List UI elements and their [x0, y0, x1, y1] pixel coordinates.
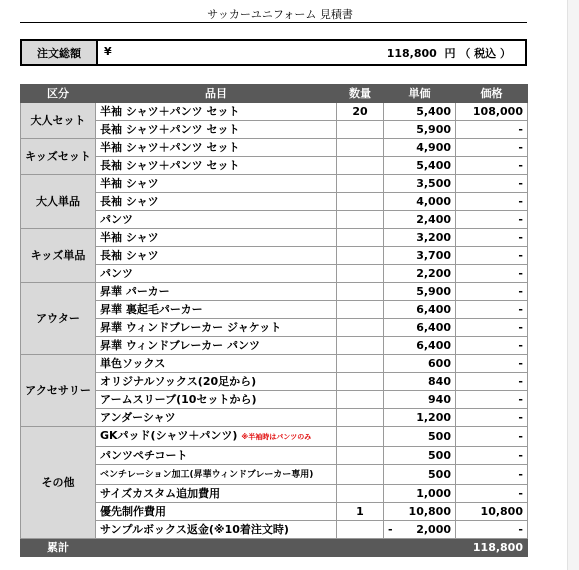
table-row: [21, 319, 528, 337]
quantity-cell: [337, 337, 384, 355]
item-label: 優先制作費用: [100, 505, 166, 518]
quantity-cell: [337, 193, 384, 211]
category-cell: その他: [21, 427, 96, 539]
unit-price-cell: [384, 391, 456, 409]
unit-price-value: 2,000: [416, 523, 451, 536]
currency-symbol: ¥: [104, 44, 112, 58]
item-label: 単色ソックス: [100, 357, 166, 370]
item-label: 半袖 シャツ: [100, 177, 159, 190]
unit-price-cell: [384, 103, 456, 121]
item-cell: [96, 391, 337, 409]
quantity-cell: [337, 391, 384, 409]
quantity-cell: [337, 485, 384, 503]
unit-price-cell: [384, 247, 456, 265]
unit-price-value: 5,400: [416, 159, 451, 172]
table-body: [21, 103, 528, 539]
item-cell: [96, 211, 337, 229]
unit-price-value: 6,400: [416, 321, 451, 334]
page-title: サッカーユニフォーム 見積書: [207, 8, 353, 21]
unit-price-cell: [384, 265, 456, 283]
price-cell: -: [456, 193, 528, 211]
unit-price-cell: [384, 337, 456, 355]
quantity-cell: [337, 175, 384, 193]
item-label: パンツペチコート: [100, 449, 188, 462]
unit-price-value: 5,400: [416, 105, 451, 118]
table-header-row: [21, 85, 528, 103]
unit-price-value: 1,200: [416, 411, 451, 424]
unit-price-value: 600: [428, 357, 451, 370]
quantity-cell: [337, 447, 384, 465]
price-cell: -: [456, 391, 528, 409]
item-label: 昇華 裏起毛パーカー: [100, 303, 203, 316]
quantity-cell: [337, 211, 384, 229]
price-cell: -: [456, 175, 528, 193]
item-note: ※半袖時はパンツのみ: [241, 433, 312, 441]
item-label: 昇華 ウィンドブレーカー パンツ: [100, 339, 261, 352]
table-row: [21, 193, 528, 211]
item-label: パンツ: [100, 267, 133, 280]
window-edge: [567, 0, 579, 570]
quantity-cell: 1: [337, 503, 384, 521]
table-row: [21, 503, 528, 521]
category-cell: アウター: [21, 283, 96, 355]
title-underline: [20, 22, 527, 23]
price-cell: -: [456, 465, 528, 485]
item-cell: [96, 301, 337, 319]
unit-price-cell: [384, 175, 456, 193]
item-cell: [96, 121, 337, 139]
unit-price-value: 10,800: [408, 505, 451, 518]
category-cell: キッズ単品: [21, 229, 96, 283]
table-row: [21, 409, 528, 427]
item-label: 長袖 シャツ＋パンツ セット: [100, 159, 240, 172]
item-cell: [96, 157, 337, 175]
item-label: サンプルボックス返金(※10着注文時): [100, 523, 289, 536]
table-row: [21, 521, 528, 539]
price-cell: -: [456, 447, 528, 465]
item-cell: [96, 447, 337, 465]
item-label: 半袖 シャツ＋パンツ セット: [100, 141, 240, 154]
price-cell: -: [456, 229, 528, 247]
item-label: 長袖 シャツ: [100, 195, 159, 208]
table-row: [21, 103, 528, 121]
item-cell: [96, 175, 337, 193]
price-cell: 10,800: [456, 503, 528, 521]
unit-price-cell: [384, 229, 456, 247]
table-row: [21, 373, 528, 391]
header-price: 価格: [456, 85, 528, 103]
category-cell: 大人単品: [21, 175, 96, 229]
table-row: [21, 355, 528, 373]
header-quantity: 数量: [337, 85, 384, 103]
item-cell: [96, 427, 337, 447]
item-label: サイズカスタム追加費用: [100, 487, 221, 500]
price-cell: -: [456, 247, 528, 265]
item-label: 昇華 ウィンドブレーカー ジャケット: [100, 321, 282, 334]
unit-price-cell: [384, 283, 456, 301]
estimate-table: [20, 84, 528, 557]
unit-price-cell: [384, 301, 456, 319]
table-row: [21, 211, 528, 229]
item-label: パンツ: [100, 213, 133, 226]
unit-price-cell: [384, 139, 456, 157]
unit-price-value: 6,400: [416, 339, 451, 352]
item-cell: [96, 283, 337, 301]
item-label: アンダーシャツ: [100, 411, 176, 424]
item-label: 長袖 シャツ: [100, 249, 159, 262]
order-total-amount: [387, 45, 511, 61]
grand-total-row: [21, 539, 528, 557]
unit-price-cell: [384, 355, 456, 373]
unit-price-value: 5,900: [416, 285, 451, 298]
category-cell: 大人セット: [21, 103, 96, 139]
table-row: [21, 391, 528, 409]
table-row: [21, 247, 528, 265]
item-cell: [96, 373, 337, 391]
table-row: [21, 447, 528, 465]
category-cell: キッズセット: [21, 139, 96, 175]
table-row: [21, 485, 528, 503]
table-row: [21, 265, 528, 283]
unit-price-value: 500: [428, 468, 451, 481]
order-total-value: [97, 40, 526, 65]
quantity-cell: [337, 319, 384, 337]
unit-price-cell: [384, 373, 456, 391]
header-item: 品目: [96, 85, 337, 103]
item-cell: [96, 139, 337, 157]
price-cell: -: [456, 139, 528, 157]
unit-price-cell: [384, 503, 456, 521]
price-cell: -: [456, 319, 528, 337]
unit-price-value: 4,000: [416, 195, 451, 208]
item-cell: [96, 409, 337, 427]
price-cell: -: [456, 485, 528, 503]
item-label: 半袖 シャツ: [100, 231, 159, 244]
item-cell: [96, 229, 337, 247]
quantity-cell: [337, 139, 384, 157]
unit-price-cell: [384, 157, 456, 175]
table-row: [21, 157, 528, 175]
unit-price-value: 4,900: [416, 141, 451, 154]
category-cell: アクセサリー: [21, 355, 96, 427]
item-cell: [96, 319, 337, 337]
order-total-suffix: 円 （ 税込 ）: [444, 46, 511, 60]
price-cell: -: [456, 373, 528, 391]
table-row: [21, 301, 528, 319]
order-total-number: 118,800: [386, 46, 437, 60]
unit-price-cell: [384, 121, 456, 139]
item-label: ベンチレーション加工(昇華ウィンドブレーカー専用): [100, 470, 314, 480]
item-label: アームスリーブ(10セットから): [100, 393, 257, 406]
quantity-cell: [337, 229, 384, 247]
header-unit-price: 単価: [384, 85, 456, 103]
grand-total-value: 118,800: [456, 539, 528, 557]
price-cell: -: [456, 427, 528, 447]
price-cell: -: [456, 157, 528, 175]
price-cell: 108,000: [456, 103, 528, 121]
quantity-cell: [337, 301, 384, 319]
unit-price-value: 840: [428, 375, 451, 388]
unit-price-value: 3,700: [416, 249, 451, 262]
item-cell: [96, 103, 337, 121]
unit-price-cell: [384, 485, 456, 503]
order-total-label: 注文総額: [21, 40, 97, 65]
price-cell: -: [456, 265, 528, 283]
unit-price-cell: [384, 409, 456, 427]
unit-price-value: 2,400: [416, 213, 451, 226]
quantity-cell: [337, 373, 384, 391]
quantity-cell: [337, 465, 384, 485]
table-row: [21, 427, 528, 447]
quantity-cell: [337, 521, 384, 539]
item-cell: [96, 521, 337, 539]
price-cell: -: [456, 355, 528, 373]
unit-price-value: 5,900: [416, 123, 451, 136]
quantity-cell: [337, 247, 384, 265]
quantity-cell: [337, 121, 384, 139]
price-cell: -: [456, 409, 528, 427]
price-minus-sign: -: [388, 523, 393, 536]
unit-price-cell: [384, 427, 456, 447]
quantity-cell: [337, 265, 384, 283]
item-cell: [96, 337, 337, 355]
table-row: [21, 229, 528, 247]
unit-price-cell: [384, 193, 456, 211]
quantity-cell: [337, 157, 384, 175]
item-cell: [96, 465, 337, 485]
unit-price-value: 500: [428, 449, 451, 462]
grand-total-label: 累計: [21, 539, 96, 557]
unit-price-value: 940: [428, 393, 451, 406]
table-row: [21, 175, 528, 193]
item-label: オリジナルソックス(20足から): [100, 375, 257, 388]
unit-price-value: 3,200: [416, 231, 451, 244]
table-row: [21, 121, 528, 139]
header-category: 区分: [21, 85, 96, 103]
item-cell: [96, 247, 337, 265]
table-row: [21, 337, 528, 355]
table-row: [21, 465, 528, 485]
quantity-cell: [337, 409, 384, 427]
unit-price-value: 2,200: [416, 267, 451, 280]
item-cell: [96, 485, 337, 503]
unit-price-value: 1,000: [416, 487, 451, 500]
unit-price-value: 6,400: [416, 303, 451, 316]
unit-price-value: 500: [428, 430, 451, 443]
quantity-cell: 20: [337, 103, 384, 121]
item-label: 長袖 シャツ＋パンツ セット: [100, 123, 240, 136]
price-cell: -: [456, 121, 528, 139]
item-cell: [96, 193, 337, 211]
item-cell: [96, 503, 337, 521]
quantity-cell: [337, 283, 384, 301]
unit-price-value: 3,500: [416, 177, 451, 190]
grand-total-spacer: [96, 539, 456, 557]
table-row: [21, 283, 528, 301]
quantity-cell: [337, 427, 384, 447]
item-label: GKパッド(シャツ＋パンツ): [100, 429, 238, 442]
price-cell: -: [456, 337, 528, 355]
price-cell: -: [456, 521, 528, 539]
order-total-summary: [20, 39, 527, 66]
unit-price-cell: [384, 521, 456, 539]
quantity-cell: [337, 355, 384, 373]
table-row: [21, 139, 528, 157]
unit-price-cell: [384, 447, 456, 465]
unit-price-cell: [384, 465, 456, 485]
unit-price-cell: [384, 319, 456, 337]
item-cell: [96, 355, 337, 373]
unit-price-cell: [384, 211, 456, 229]
item-cell: [96, 265, 337, 283]
price-cell: -: [456, 211, 528, 229]
item-label: 半袖 シャツ＋パンツ セット: [100, 105, 240, 118]
price-cell: -: [456, 301, 528, 319]
price-cell: -: [456, 283, 528, 301]
item-label: 昇華 パーカー: [100, 285, 170, 298]
